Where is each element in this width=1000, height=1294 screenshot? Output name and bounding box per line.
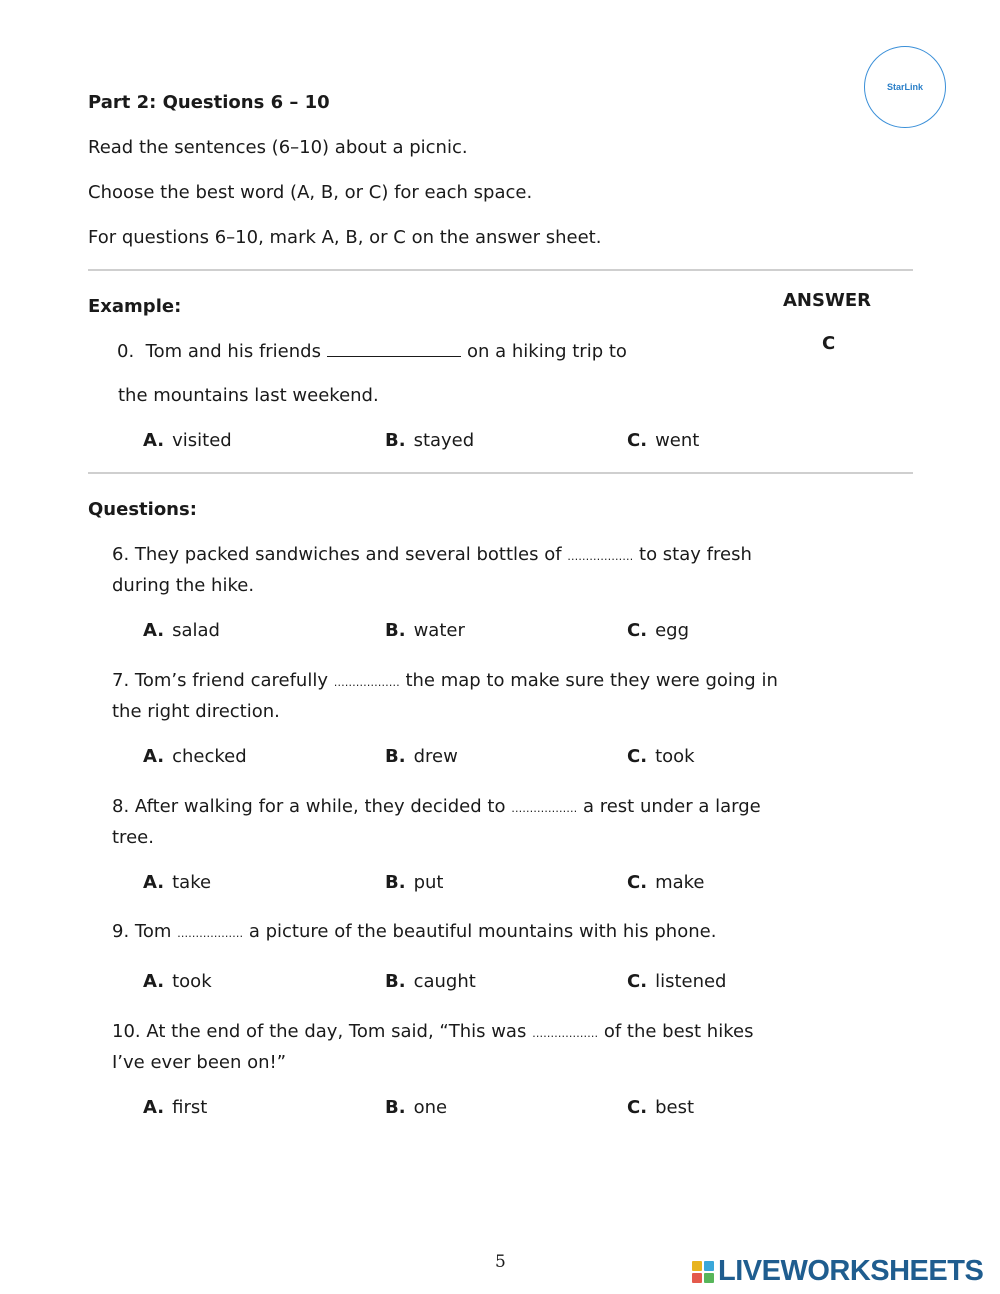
example-line-1 — [117, 340, 627, 363]
answer-blank: ……………… — [333, 676, 400, 689]
question-text-before: 7. Tom’s friend carefully — [112, 670, 328, 691]
option-letter: A. — [143, 872, 165, 893]
instruction-3: For questions 6–10, mark A, B, or C on the answer sheet. — [88, 227, 602, 248]
option-letter: C. — [627, 430, 648, 451]
answer-label: ANSWER — [783, 290, 871, 311]
question-10-option-b[interactable] — [385, 1097, 447, 1119]
question-9-line-1 — [112, 921, 716, 945]
option-text: take — [172, 872, 212, 893]
option-text: best — [655, 1097, 694, 1118]
question-6-line-1 — [112, 544, 752, 568]
question-9-option-c[interactable] — [627, 971, 726, 993]
option-letter: A. — [143, 620, 165, 641]
brand-block — [704, 1261, 714, 1271]
question-10-line-1 — [112, 1021, 753, 1045]
divider-middle — [88, 472, 913, 474]
option-text: checked — [172, 746, 247, 767]
question-text-before: 6. They packed sandwiches and several bottles of — [112, 544, 562, 565]
option-letter: B. — [385, 1097, 406, 1118]
question-text-after: a rest under a large — [582, 796, 761, 817]
question-8-line-1 — [112, 796, 761, 820]
liveworksheets-blocks-icon — [692, 1261, 714, 1283]
option-text: caught — [413, 971, 476, 992]
question-text-after: to stay fresh — [639, 544, 752, 565]
question-10-option-c[interactable] — [627, 1097, 694, 1119]
option-letter: A. — [143, 971, 165, 992]
example-line-2: the mountains last weekend. — [118, 385, 379, 406]
question-text-before: 10. At the end of the day, Tom said, “This was — [112, 1021, 527, 1042]
question-text-after: of the best hikes — [603, 1021, 754, 1042]
option-letter: A. — [143, 746, 165, 767]
question-6-option-c[interactable] — [627, 620, 689, 642]
option-text: took — [172, 971, 212, 992]
question-7-line-1 — [112, 670, 778, 694]
option-text: listened — [655, 971, 727, 992]
answer-blank: ……………… — [511, 802, 578, 815]
liveworksheets-logo[interactable] — [692, 1255, 983, 1288]
option-text: first — [172, 1097, 208, 1118]
page-number: 5 — [495, 1252, 506, 1272]
starlink-logo — [864, 46, 946, 128]
question-8-option-b[interactable] — [385, 872, 443, 894]
option-text: put — [413, 872, 444, 893]
question-8-option-c[interactable] — [627, 872, 704, 894]
example-option-b — [385, 430, 474, 452]
question-6-option-a[interactable] — [143, 620, 220, 642]
option-letter: A. — [143, 430, 165, 451]
question-6-option-b[interactable] — [385, 620, 465, 642]
option-text: water — [413, 620, 465, 641]
instruction-2: Choose the best word (A, B, or C) for each space. — [88, 182, 533, 203]
option-letter: B. — [385, 971, 406, 992]
option-letter: C. — [627, 872, 648, 893]
option-letter: B. — [385, 746, 406, 767]
logo-text: StarLink — [886, 82, 923, 92]
option-letter: C. — [627, 620, 648, 641]
option-text: went — [655, 430, 700, 451]
answer-value: C — [822, 333, 836, 354]
option-letter: C. — [627, 746, 648, 767]
option-letter: B. — [385, 872, 406, 893]
answer-blank: ……………… — [567, 550, 634, 563]
option-text: egg — [655, 620, 689, 641]
example-text-before: Tom and his friends — [145, 341, 321, 362]
answer-blank: ……………… — [532, 1027, 599, 1040]
option-letter: C. — [627, 1097, 648, 1118]
question-7-option-b[interactable] — [385, 746, 458, 768]
question-6-line-2: during the hike. — [112, 575, 255, 596]
option-letter: A. — [143, 1097, 165, 1118]
question-text-after: a picture of the beautiful mountains with his phone. — [248, 921, 717, 942]
question-8-option-a[interactable] — [143, 872, 211, 894]
brand-block — [692, 1273, 702, 1283]
question-text-before: 9. Tom — [112, 921, 172, 942]
example-option-a — [143, 430, 232, 452]
option-text: took — [655, 746, 695, 767]
instruction-1: Read the sentences (6–10) about a picnic. — [88, 137, 468, 158]
question-7-option-c[interactable] — [627, 746, 695, 768]
option-text: drew — [413, 746, 458, 767]
question-10-option-a[interactable] — [143, 1097, 207, 1119]
divider-top — [88, 269, 913, 271]
option-text: one — [413, 1097, 448, 1118]
question-10-line-2: I’ve ever been on!” — [112, 1052, 287, 1073]
question-9-option-b[interactable] — [385, 971, 476, 993]
question-7-line-2: the right direction. — [112, 701, 280, 722]
option-text: stayed — [413, 430, 475, 451]
brand-block — [692, 1261, 702, 1271]
question-7-option-a[interactable] — [143, 746, 247, 768]
option-letter: B. — [385, 620, 406, 641]
part-title: Part 2: Questions 6 – 10 — [88, 92, 330, 113]
example-number: 0. — [117, 341, 135, 362]
answer-blank: ……………… — [177, 927, 244, 940]
brand-block — [704, 1273, 714, 1283]
question-9-option-a[interactable] — [143, 971, 212, 993]
example-blank-line — [327, 340, 461, 357]
questions-heading: Questions: — [88, 499, 197, 520]
example-text-after: on a hiking trip to — [466, 341, 627, 362]
liveworksheets-wordmark: LIVEWORKSHEETS — [718, 1255, 984, 1287]
option-text: salad — [172, 620, 220, 641]
example-option-c — [627, 430, 699, 452]
question-text-before: 8. After walking for a while, they decided to — [112, 796, 506, 817]
question-text-after: the map to make sure they were going in — [405, 670, 778, 691]
option-text: make — [655, 872, 705, 893]
option-letter: B. — [385, 430, 406, 451]
option-text: visited — [172, 430, 232, 451]
question-8-line-2: tree. — [112, 827, 154, 848]
option-letter: C. — [627, 971, 648, 992]
example-heading: Example: — [88, 296, 182, 317]
